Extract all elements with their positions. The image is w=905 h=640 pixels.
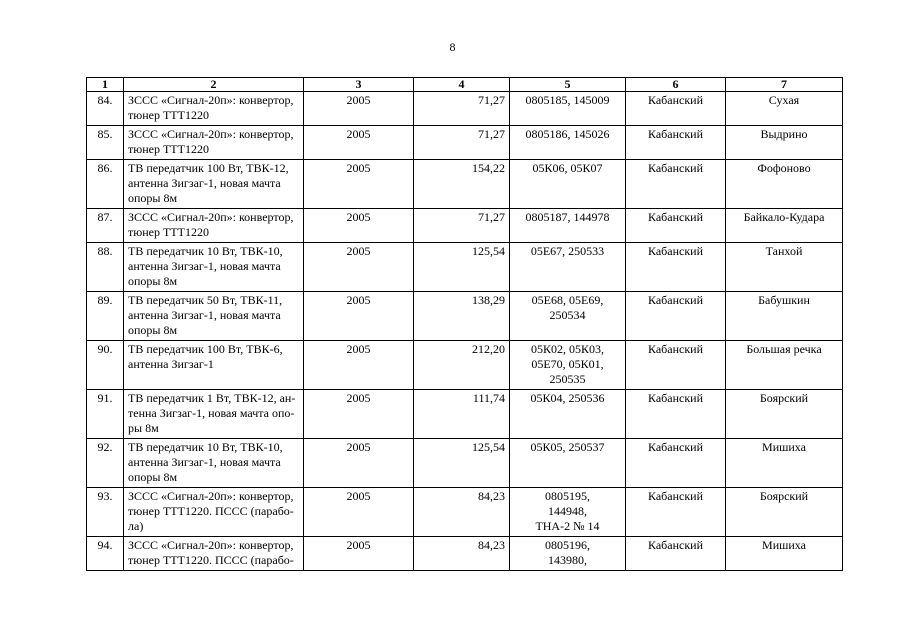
row-number: 88.: [87, 243, 124, 292]
install-year: 2005: [304, 439, 414, 488]
equipment-name: ЗССС «Сигнал-20п»: конвертор, тюнер ТТТ1220: [124, 92, 304, 126]
column-header: 5: [510, 78, 626, 92]
settlement-name: Фофоново: [726, 160, 843, 209]
row-number: 89.: [87, 292, 124, 341]
equipment-name: ТВ передатчик 100 Вт, ТВК-12, антенна Зигзаг-1, новая мачта опоры 8м: [124, 160, 304, 209]
install-year: 2005: [304, 292, 414, 341]
serial-numbers: 0805195, 144948, ТНА-2 № 14: [510, 488, 626, 537]
serial-numbers: 0805196, 143980,: [510, 537, 626, 571]
settlement-name: Мишиха: [726, 439, 843, 488]
settlement-name: Большая речка: [726, 341, 843, 390]
table-row: [87, 92, 843, 126]
district-name: Кабанский: [626, 341, 726, 390]
district-name: Кабанский: [626, 243, 726, 292]
table-row: [87, 243, 843, 292]
column-header: 4: [414, 78, 510, 92]
cost-value: 154,22: [414, 160, 510, 209]
cost-value: 71,27: [414, 209, 510, 243]
row-number: 91.: [87, 390, 124, 439]
table-header-row: [87, 78, 843, 92]
table-row: [87, 126, 843, 160]
page-number: 8: [449, 40, 456, 54]
equipment-name: ТВ передатчик 10 Вт, ТВК-10, антенна Зигзаг-1, новая мачта опоры 8м: [124, 243, 304, 292]
install-year: 2005: [304, 390, 414, 439]
row-number: 86.: [87, 160, 124, 209]
install-year: 2005: [304, 341, 414, 390]
table-row: [87, 160, 843, 209]
row-number: 92.: [87, 439, 124, 488]
table-row: [87, 488, 843, 537]
settlement-name: Бабушкин: [726, 292, 843, 341]
serial-numbers: 0805186, 145026: [510, 126, 626, 160]
cost-value: 212,20: [414, 341, 510, 390]
cost-value: 138,29: [414, 292, 510, 341]
serial-numbers: 05Е67, 250533: [510, 243, 626, 292]
district-name: Кабанский: [626, 209, 726, 243]
install-year: 2005: [304, 488, 414, 537]
cost-value: 111,74: [414, 390, 510, 439]
install-year: 2005: [304, 537, 414, 571]
row-number: 84.: [87, 92, 124, 126]
column-header: 6: [626, 78, 726, 92]
column-header: 2: [124, 78, 304, 92]
table-row: [87, 209, 843, 243]
table-row: [87, 341, 843, 390]
table-row: [87, 537, 843, 571]
equipment-name: ЗССС «Сигнал-20п»: конвертор, тюнер ТТТ1220: [124, 209, 304, 243]
cost-value: 84,23: [414, 488, 510, 537]
serial-numbers: 05К06, 05К07: [510, 160, 626, 209]
row-number: 90.: [87, 341, 124, 390]
cost-value: 71,27: [414, 126, 510, 160]
district-name: Кабанский: [626, 439, 726, 488]
serial-numbers: 0805187, 144978: [510, 209, 626, 243]
table-row: [87, 292, 843, 341]
equipment-name: ЗССС «Сигнал-20п»: конвертор, тюнер ТТТ1220. ПССС (парабо- ла): [124, 488, 304, 537]
table-row: [87, 439, 843, 488]
column-header: 7: [726, 78, 843, 92]
serial-numbers: 05Е68, 05Е69, 250534: [510, 292, 626, 341]
settlement-name: Боярский: [726, 488, 843, 537]
equipment-name: ТВ передатчик 100 Вт, ТВК-6, антенна Зигзаг-1: [124, 341, 304, 390]
install-year: 2005: [304, 160, 414, 209]
cost-value: 125,54: [414, 243, 510, 292]
row-number: 93.: [87, 488, 124, 537]
serial-numbers: 05К02, 05К03, 05Е70, 05К01, 250535: [510, 341, 626, 390]
equipment-name: ТВ передатчик 50 Вт, ТВК-11, антенна Зигзаг-1, новая мачта опоры 8м: [124, 292, 304, 341]
settlement-name: Байкало-Кудара: [726, 209, 843, 243]
row-number: 94.: [87, 537, 124, 571]
column-header: 3: [304, 78, 414, 92]
settlement-name: Мишиха: [726, 537, 843, 571]
settlement-name: Танхой: [726, 243, 843, 292]
cost-value: 125,54: [414, 439, 510, 488]
district-name: Кабанский: [626, 488, 726, 537]
district-name: Кабанский: [626, 390, 726, 439]
row-number: 87.: [87, 209, 124, 243]
settlement-name: Боярский: [726, 390, 843, 439]
district-name: Кабанский: [626, 126, 726, 160]
column-header: 1: [87, 78, 124, 92]
district-name: Кабанский: [626, 92, 726, 126]
serial-numbers: 0805185, 145009: [510, 92, 626, 126]
table-row: [87, 390, 843, 439]
equipment-name: ЗССС «Сигнал-20п»: конвертор, тюнер ТТТ1220. ПССС (парабо-: [124, 537, 304, 571]
equipment-name: ТВ передатчик 1 Вт, ТВК-12, ан- тенна Зигзаг-1, новая мачта опо- ры 8м: [124, 390, 304, 439]
equipment-name: ТВ передатчик 10 Вт, ТВК-10, антенна Зигзаг-1, новая мачта опоры 8м: [124, 439, 304, 488]
equipment-name: ЗССС «Сигнал-20п»: конвертор, тюнер ТТТ1220: [124, 126, 304, 160]
serial-numbers: 05К05, 250537: [510, 439, 626, 488]
row-number: 85.: [87, 126, 124, 160]
district-name: Кабанский: [626, 537, 726, 571]
install-year: 2005: [304, 243, 414, 292]
install-year: 2005: [304, 209, 414, 243]
serial-numbers: 05К04, 250536: [510, 390, 626, 439]
cost-value: 71,27: [414, 92, 510, 126]
cost-value: 84,23: [414, 537, 510, 571]
equipment-table: [86, 77, 843, 571]
district-name: Кабанский: [626, 292, 726, 341]
district-name: Кабанский: [626, 160, 726, 209]
settlement-name: Сухая: [726, 92, 843, 126]
settlement-name: Выдрино: [726, 126, 843, 160]
install-year: 2005: [304, 126, 414, 160]
install-year: 2005: [304, 92, 414, 126]
